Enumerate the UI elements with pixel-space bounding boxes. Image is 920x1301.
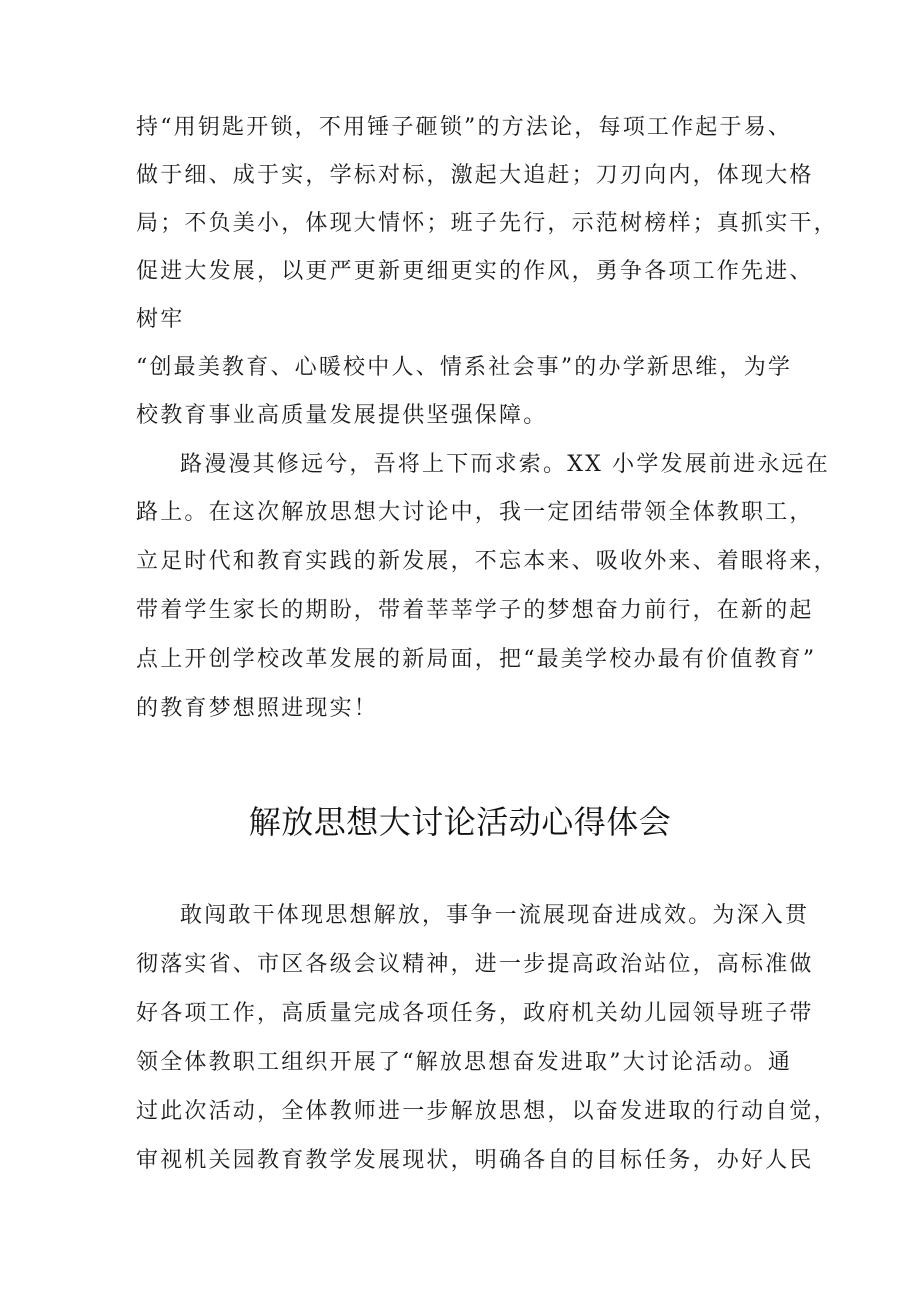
paragraph-line: 带着学生家长的期盼，带着莘莘学子的梦想奋力前行，在新的起 xyxy=(136,598,814,623)
paragraph-line: “创最美教育、心暖校中人、情系社会事”的办学新思维，为学 xyxy=(136,355,793,380)
paragraph-line: 过此次活动，全体教师进一步解放思想，以奋发进取的行动自觉， xyxy=(136,1099,838,1124)
paragraph-line: 做于细、成于实，学标对标，激起大追赶；刀刃向内，体现大格 xyxy=(136,163,814,188)
paragraph-line: 审视机关园教育教学发展现状，明确各自的目标任务，办好人民 xyxy=(136,1148,814,1173)
paragraph-line: 持“用钥匙开锁，不用锤子砸锁”的方法论，每项工作起于易、 xyxy=(136,115,793,140)
paragraph-line: 彻落实省、市区各级会议精神，进一步提高政治站位，高标准做 xyxy=(136,952,814,977)
paragraph-line: 敢闯敢干体现思想解放，事争一流展现奋进成效。为深入贯 xyxy=(180,903,810,928)
paragraph-line: 领全体教职工组织开展了“解放思想奋发进取”大讨论活动。通 xyxy=(136,1050,793,1075)
paragraph-line: 路漫漫其修远兮，吾将上下而求索。XX 小学发展前进永远在 xyxy=(180,452,830,477)
paragraph-line: 的教育梦想照进现实！ xyxy=(136,696,379,721)
paragraph-line: 校教育事业高质量发展提供坚强保障。 xyxy=(136,403,548,428)
paragraph-line: 路上。在这次解放思想大讨论中，我一定团结带领全体教职工， xyxy=(136,500,814,525)
paragraph-line: 好各项工作，高质量完成各项任务，政府机关幼儿园领导班子带 xyxy=(136,1001,814,1026)
paragraph-line: 促进大发展，以更严更新更细更实的作风，勇争各项工作先进、 xyxy=(136,259,814,284)
paragraph-line: 树牢 xyxy=(136,307,185,332)
paragraph-line: 立足时代和教育实践的新发展，不忘本来、吸收外来、着眼将来， xyxy=(136,549,838,574)
paragraph-line: 点上开创学校改革发展的新局面，把“最美学校办最有价值教育” xyxy=(136,647,817,672)
document-title: 解放思想大讨论活动心得体会 xyxy=(248,803,672,841)
paragraph-line: 局；不负美小，体现大情怀；班子先行，示范树榜样；真抓实干， xyxy=(136,211,838,236)
